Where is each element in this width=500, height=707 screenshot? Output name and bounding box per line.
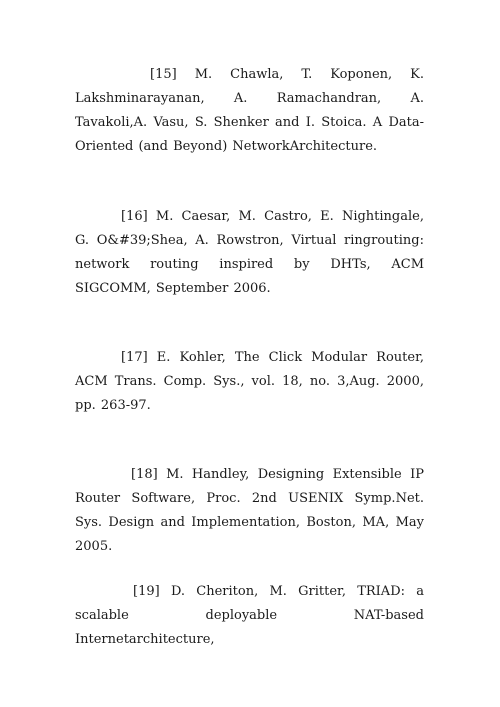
reference-entry — [75, 463, 424, 559]
reference-entry — [75, 63, 424, 159]
reference-text: M. Caesar, M. Castro, E. Nightingale, G. O&#39;Shea, A. Rowstron, Virtual ringrouting: network routing inspired by DHTs, ACM SIGCOMM, September 2006. — [75, 209, 424, 296]
reference-text: E. Kohler, The Click Modular Router, ACM Trans. Comp. Sys., vol. 18, no. 3,Aug. 2000, pp. 263-97. — [75, 350, 424, 413]
reference-entry — [75, 580, 424, 652]
reference-entry — [75, 346, 424, 418]
reference-number: [18] — [131, 467, 158, 482]
reference-text: M. Handley, Designing Extensible IP Router Software, Proc. 2nd USENIX Symp.Net. Sys. Design and Implementation, Boston, MA, May 2005. — [75, 467, 424, 554]
reference-entry — [75, 205, 424, 301]
reference-number: [17] — [121, 350, 148, 365]
reference-text: M. Chawla, T. Koponen, K. Lakshminarayanan, A. Ramachandran, A. Tavakoli,A. Vasu, S. Shenker and I. Stoica. A Data-Oriented (and Beyond) NetworkArchitecture. — [75, 67, 424, 154]
reference-number: [19] — [133, 584, 160, 599]
reference-number: [15] — [150, 67, 177, 82]
reference-number: [16] — [121, 209, 148, 224]
reference-text: D. Cheriton, M. Gritter, TRIAD: a scalable deployable NAT-based Internetarchitecture, — [75, 584, 424, 647]
